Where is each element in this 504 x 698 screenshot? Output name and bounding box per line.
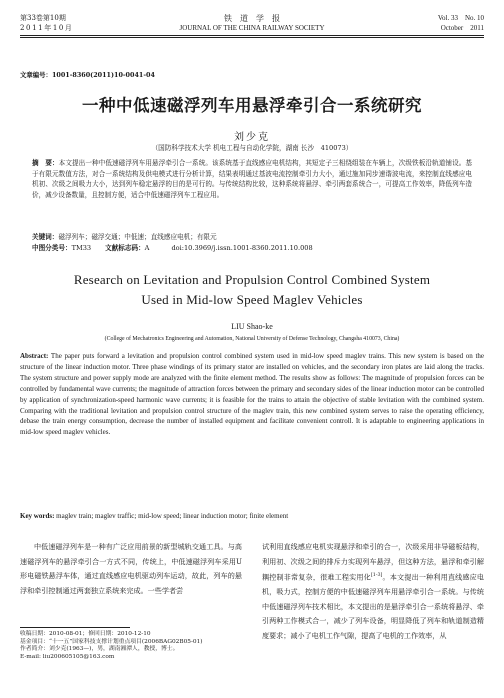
clc-label: 中图分类号：	[32, 244, 72, 252]
date-en: October 2011	[440, 24, 484, 32]
keywords-cn-label: 关键词：	[32, 233, 59, 241]
footnote-received: 收稿日期：2010-08-01；修回日期：2010-12-10	[20, 631, 151, 637]
author-cn: 刘少克	[234, 132, 270, 143]
footnote	[20, 631, 245, 661]
paper-title-en-line2: Used in Mid-low Speed Maglev Vehicles	[141, 292, 363, 307]
doc-code-label: 文献标志码：	[105, 244, 145, 252]
affiliation-cn: （国防科学技术大学 机电工程与自动化学院，湖南 长沙 410073）	[151, 144, 353, 152]
header-rule-bottom	[20, 37, 484, 38]
abstract-cn-text: 本文提出一种中低速磁浮列车用悬浮牵引合一系统。该系统基于直线感应电机结构，其短定子三相绕组装在车辆上，次级铁板沿轨道铺设。基于有限元数值方法，对合一系统结构及供电模式进行分析计算，结果表明通过基波电流控制牵引力大小，通过施加同步速谐波电流，来控制直线感应电机初、次级之间吸力大小，达到列车稳定悬浮的目的是可行的。与传统结构比较，这种系统将悬浮、牵引两套系统合一，可提高工作效率，降低列车造价，减少设备数量，且控制方便，适合中低速磁浮列车工程应用。	[32, 159, 472, 199]
keywords-en-text: maglev train; maglev traffic; mid-low speed; linear induction motor; finite element	[54, 512, 289, 520]
keywords-cn-text: 磁浮列车；磁浮交通；中低速；直线感应电机；有限元	[58, 233, 217, 241]
paper-title-en-line1: Research on Levitation and Propulsion Control Combined System	[73, 272, 431, 287]
volume-issue-cn: 第33卷第10期	[20, 14, 66, 22]
date-cn: 2011年10月	[20, 24, 74, 32]
classification-line	[32, 243, 472, 254]
body-right-text-a: 试利用直线感应电机实现悬浮和牵引的合一，次级采用非导磁板结构，利用初、次级之间的排斥力实现列车悬浮，但这种方法，悬浮和牵引解耦控制非常复杂，很难工程实用化	[262, 542, 484, 582]
body-right-text-b: 。本文提出一种利用直线感应电机，吸力式，控制方便的中低速磁浮列车用悬浮牵引合一系统。与传统中低速磁浮列车技术相比，本文提出的是悬浮牵引合一系统将悬浮、牵引两种工作模式合一，减少了列车设备，明显降低了列车和轨道制造精度要求；减小了电机工作气隙，提高了电机的工作效率，从	[262, 572, 485, 640]
abstract-cn	[32, 158, 472, 200]
footnote-email: E-mail: liu200605105@163.com	[20, 653, 115, 660]
abstract-cn-label: 摘 要：	[32, 159, 59, 167]
journal-name-en: JOURNAL OF THE CHINA RAILWAY SOCIETY	[179, 24, 325, 32]
doi-label: doi:	[171, 244, 184, 252]
abstract-en-text: The paper puts forward a levitation and propulsion control combined system used in mid-low speed maglev trains. This new system is based on the structure of the linear induction motor. Three phase windings of its primary stator are installed on vehicles, and the secondary iron plates are laid along the tracks. The system structure and power supply mode are analyzed with the finite element method. The results show as follows: The magnitude of propulsion forces can be controlled by fundamental wave currents; the magnitude of attraction forces between the primary and secondary sides of the linear induction motor can be controlled by application of synchronization-speed harmonic wave currents; it is feasible for the trains to attain the objective of stable levitation with the combined system. Comparing with the traditional levitation and propulsion control structure of the maglev train, this new combined system serves to raise the operating efficiency, debase the train energy consumption, decrease the number of installed equipment and facilitate convenient controll. It is adaptable to engineering applications in mid-low speed maglev vehicles.	[20, 352, 484, 437]
footnote-fund: 基金项目：“十一五”国家科技支撑计划重点项目(2006BAG02B05-01)	[20, 638, 203, 645]
author-en: LIU Shao-ke	[231, 322, 273, 331]
body-column-right	[262, 540, 484, 644]
keywords-en-label: Key words:	[20, 512, 55, 520]
article-number: 文章编号：1001-8360(2011)10-0041-04	[20, 71, 155, 79]
footnote-rule	[20, 627, 130, 628]
doc-code-value: A	[144, 244, 150, 252]
doi-value: 10.3969/j.issn.1001-8360.2011.10.008	[183, 244, 313, 252]
keywords-en	[20, 511, 484, 522]
paper-title-cn: 一种中低速磁浮列车用悬浮牵引合一系统研究	[82, 96, 422, 115]
footnote-bio: 作者简介：刘少克(1963—)，男，湖南湘潭人，教授，博士。	[20, 646, 179, 653]
journal-name-cn: 铁 道 学 报	[224, 14, 280, 23]
citation-ref: [1-3]	[370, 573, 383, 579]
volume-issue-en: Vol. 33 No. 10	[437, 14, 484, 22]
abstract-en-label: Abstract:	[20, 352, 49, 360]
clc-value: TM33	[71, 244, 92, 252]
abstract-en	[20, 351, 484, 438]
keywords-cn	[32, 232, 472, 243]
affiliation-en: (College of Mechatronics Engineering and Automation, National University of Defense Technology, Changsha 410073, China)	[104, 336, 400, 342]
body-column-left: 中低速磁浮列车是一种有广泛应用前景的新型城轨交通工具。与高速磁浮列车的悬浮牵引合一方式不同，传统上，中低速磁浮列车采用U形电磁铁悬浮车体，通过直线感应电机驱动列车运动，故此，列车的悬浮和牵引控制通过两套独立系统来完成。一些学者尝	[20, 542, 242, 595]
header-rule-top	[20, 35, 484, 36]
